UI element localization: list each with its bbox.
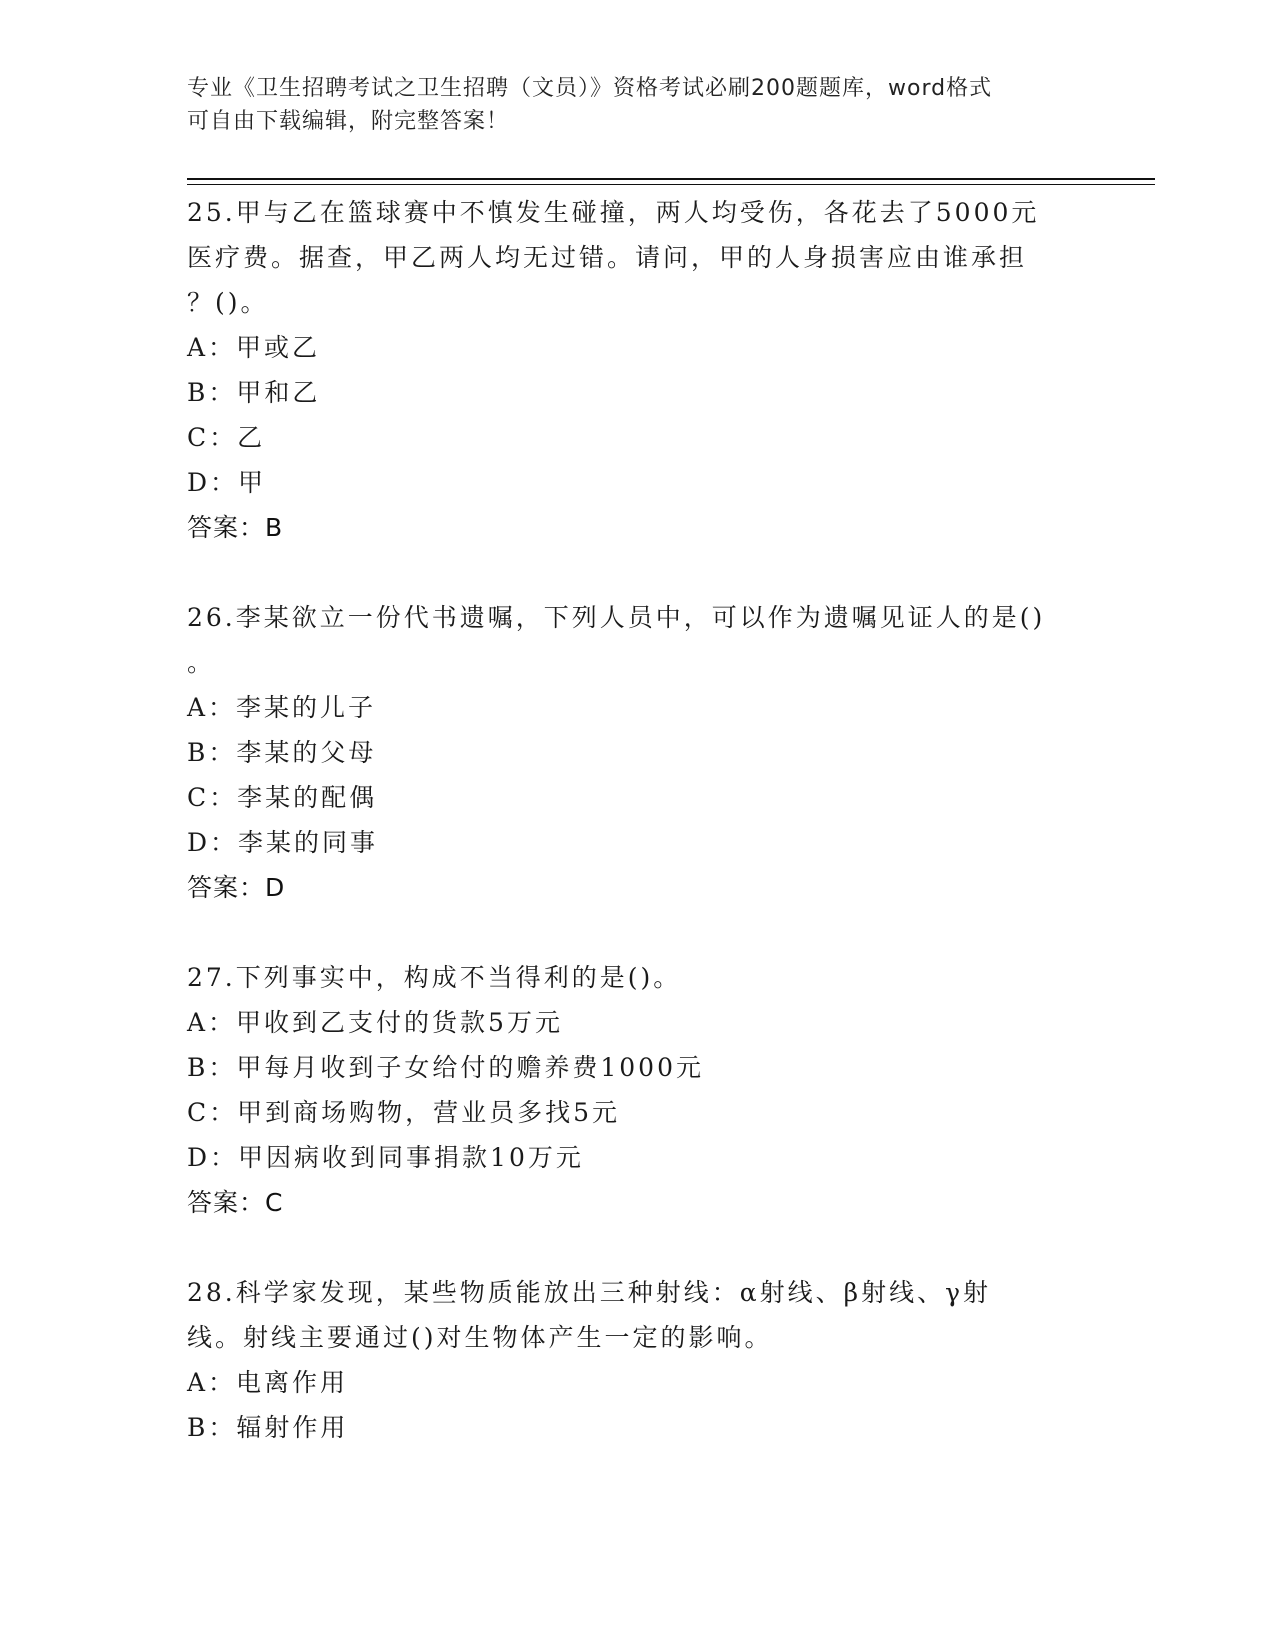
option-a: A：电离作用 xyxy=(187,1368,349,1397)
question-text-line: 28.科学家发现，某些物质能放出三种射线：α射线、β射线、γ射 xyxy=(187,1278,992,1307)
option-b: B：甲每月收到子女给付的赡养费1000元 xyxy=(187,1053,704,1082)
option-d: D：李某的同事 xyxy=(187,828,379,857)
question-text-line: 。 xyxy=(187,648,216,677)
question-text-line: 25.甲与乙在篮球赛中不慎发生碰撞，两人均受伤，各花去了5000元 xyxy=(187,198,1040,227)
header-line-2: 可自由下载编辑，附完整答案！ xyxy=(187,109,510,134)
question-26 xyxy=(187,595,1067,910)
question-text-line: ？()。 xyxy=(187,288,269,317)
question-28 xyxy=(187,1270,1067,1450)
option-a: A：李某的儿子 xyxy=(187,693,377,722)
option-c: C：乙 xyxy=(187,423,266,452)
question-27 xyxy=(187,955,1067,1225)
option-b: B：李某的父母 xyxy=(187,738,377,767)
question-text-line: 医疗费。据查，甲乙两人均无过错。请问，甲的人身损害应由谁承担 xyxy=(187,243,1028,272)
header-divider xyxy=(187,178,1155,185)
question-list xyxy=(187,190,1067,1495)
answer: 答案：B xyxy=(187,513,284,542)
document-header xyxy=(187,72,1067,138)
option-c: C：李某的配偶 xyxy=(187,783,378,812)
header-line-1: 专业《卫生招聘考试之卫生招聘（文员）》资格考试必刷200题题库，word格式 xyxy=(187,76,993,101)
question-25 xyxy=(187,190,1067,550)
question-text-line: 线。射线主要通过()对生物体产生一定的影响。 xyxy=(187,1323,773,1352)
answer: 答案：D xyxy=(187,873,286,902)
answer: 答案：C xyxy=(187,1188,284,1217)
question-text-line: 27.下列事实中，构成不当得利的是()。 xyxy=(187,963,682,992)
option-d: D：甲 xyxy=(187,468,267,497)
option-d: D：甲因病收到同事捐款10万元 xyxy=(187,1143,584,1172)
question-text-line: 26.李某欲立一份代书遗嘱，下列人员中，可以作为遗嘱见证人的是() xyxy=(187,603,1046,632)
option-a: A：甲或乙 xyxy=(187,333,321,362)
option-c: C：甲到商场购物，营业员多找5元 xyxy=(187,1098,621,1127)
option-b: B：辐射作用 xyxy=(187,1413,349,1442)
option-a: A：甲收到乙支付的货款5万元 xyxy=(187,1008,563,1037)
option-b: B：甲和乙 xyxy=(187,378,321,407)
